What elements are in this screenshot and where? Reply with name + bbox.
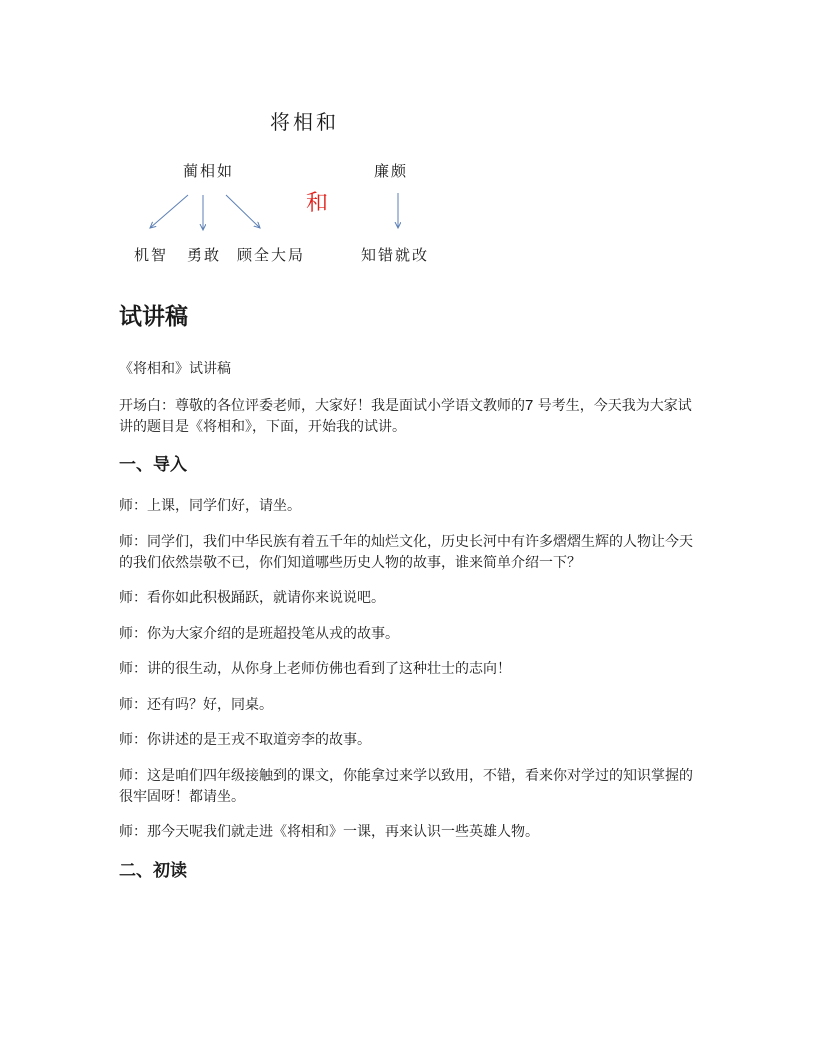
arrow-to-quality-3 bbox=[226, 195, 260, 228]
blackboard-diagram bbox=[0, 0, 816, 280]
board-quality-3: 顾全大局 bbox=[237, 246, 306, 264]
arrow-to-quality-1 bbox=[150, 195, 188, 228]
heading-first-reading: 二、初读 bbox=[119, 860, 187, 881]
heading-intro: 一、导入 bbox=[119, 455, 187, 475]
board-center-word: 和 bbox=[306, 191, 331, 216]
paragraph: 师：上课，同学们好，请坐。 bbox=[119, 498, 301, 514]
paragraph: 师：那今天呢我们就走进《将相和》一课，再来认识一些英雄人物。 bbox=[119, 824, 539, 840]
document-body bbox=[119, 300, 699, 902]
board-right-person: 廉颇 bbox=[374, 162, 409, 180]
intro-after: 号考生，今天我为大家试讲的题目是《将相和》，下面，开始我的试讲。 bbox=[119, 397, 692, 435]
paragraph: 师：看你如此积极踊跃，就请你来说说吧。 bbox=[119, 590, 385, 606]
intro-before: 开场白：尊敬的各位评委老师，大家好！我是面试小学语文教师的 bbox=[119, 397, 525, 414]
paragraph: 师：还有吗？好，同桌。 bbox=[119, 696, 273, 713]
intro-number: 7 bbox=[525, 396, 534, 414]
paragraph: 师：讲的很生动，从你身上老师仿佛也看到了这种壮士的志向！ bbox=[119, 661, 511, 677]
intro-paragraph bbox=[119, 395, 699, 438]
board-left-person: 蔺相如 bbox=[183, 162, 235, 180]
paragraph: 师：这是咱们四年级接触到的课文，你能拿过来学以致用，不错，看来你对学过的知识掌握的很牢固呀！都请坐。 bbox=[119, 767, 693, 805]
board-quality-1: 机智 bbox=[134, 246, 169, 264]
paragraph: 师：同学们，我们中华民族有着五千年的灿烂文化，历史长河中有许多熠熠生辉的人物让今天的我们依然崇敬不已，你们知道哪些历史人物的故事，谁来简单介绍一下？ bbox=[119, 533, 693, 571]
board-quality-4: 知错就改 bbox=[361, 246, 430, 264]
board-title: 将相和 bbox=[270, 110, 339, 134]
board-arrows bbox=[0, 0, 816, 280]
subtitle: 《将相和》试讲稿 bbox=[119, 361, 231, 377]
board-quality-2: 勇敢 bbox=[187, 246, 222, 264]
paragraph: 师：你讲述的是王戎不取道旁李的故事。 bbox=[119, 732, 371, 748]
paragraph: 师：你为大家介绍的是班超投笔从戎的故事。 bbox=[119, 625, 399, 642]
section-title: 试讲稿 bbox=[119, 304, 188, 330]
